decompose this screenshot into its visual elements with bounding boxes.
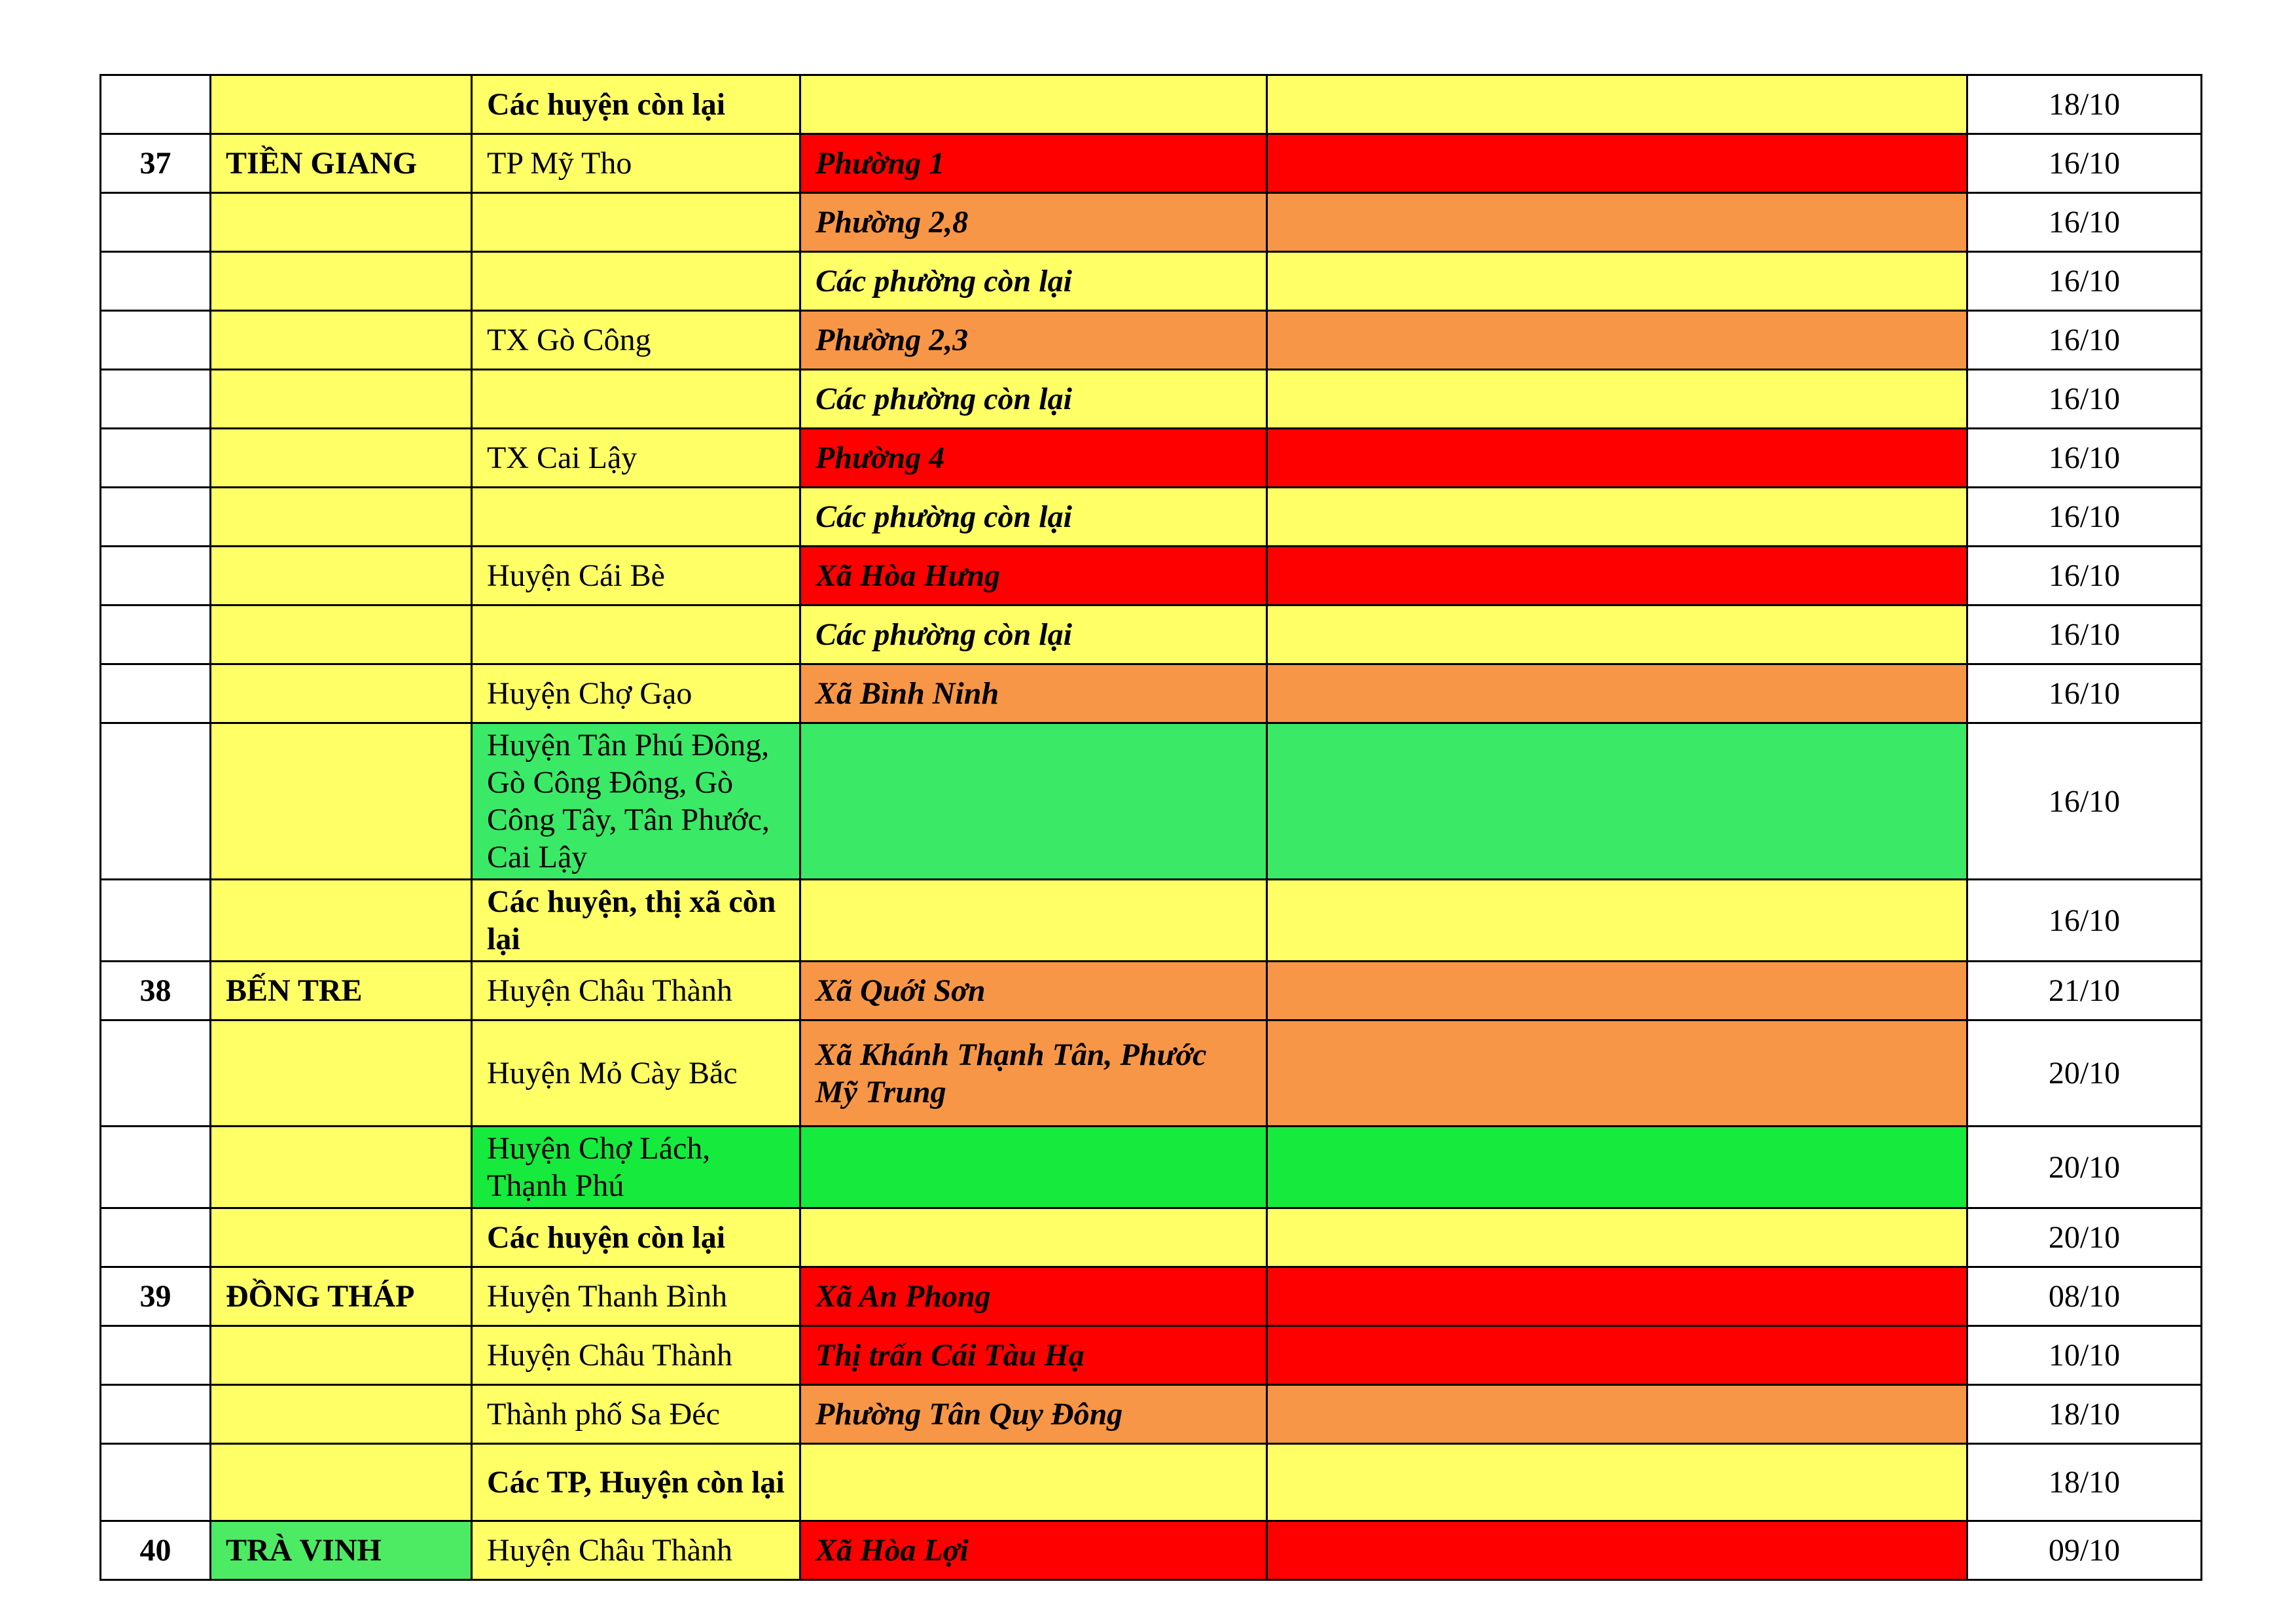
stt-cell: 38 xyxy=(101,962,211,1020)
date-cell: 16/10 xyxy=(1967,547,2202,605)
ward-cell xyxy=(800,1208,1267,1267)
level-cell xyxy=(1267,488,1967,547)
date-cell: 18/10 xyxy=(1967,75,2202,134)
level-cell xyxy=(1267,1020,1967,1127)
province-cell xyxy=(211,880,472,962)
stt-cell xyxy=(101,547,211,605)
province-cell: TRÀ VINH xyxy=(211,1521,472,1580)
ward-cell: Xã An Phong xyxy=(800,1267,1267,1326)
level-cell xyxy=(1267,252,1967,311)
district-cell: Huyện Chợ Gạo xyxy=(472,664,800,723)
province-cell xyxy=(211,488,472,547)
province-cell xyxy=(211,193,472,252)
level-cell xyxy=(1267,370,1967,429)
ward-cell xyxy=(800,723,1267,880)
district-cell: Huyện Châu Thành xyxy=(472,1521,800,1580)
date-cell: 16/10 xyxy=(1967,488,2202,547)
date-cell: 21/10 xyxy=(1967,962,2202,1020)
date-cell: 20/10 xyxy=(1967,1127,2202,1208)
district-cell xyxy=(472,605,800,664)
district-cell: Các huyện, thị xã còn lại xyxy=(472,880,800,962)
date-cell: 18/10 xyxy=(1967,1444,2202,1521)
province-cell xyxy=(211,252,472,311)
date-cell: 16/10 xyxy=(1967,880,2202,962)
ward-cell: Các phường còn lại xyxy=(800,370,1267,429)
table-row xyxy=(101,880,2202,962)
ward-cell: Phường Tân Quy Đông xyxy=(800,1385,1267,1444)
ward-cell: Thị trấn Cái Tàu Hạ xyxy=(800,1326,1267,1385)
province-cell xyxy=(211,1127,472,1208)
province-cell xyxy=(211,664,472,723)
province-cell xyxy=(211,1444,472,1521)
stt-cell xyxy=(101,311,211,370)
level-cell xyxy=(1267,1444,1967,1521)
stt-cell xyxy=(101,429,211,488)
province-cell xyxy=(211,429,472,488)
ward-cell: Xã Khánh Thạnh Tân, Phước Mỹ Trung xyxy=(800,1020,1267,1127)
table-row xyxy=(101,1020,2202,1127)
ward-cell: Các phường còn lại xyxy=(800,605,1267,664)
table-row xyxy=(101,75,2202,134)
stt-cell xyxy=(101,488,211,547)
ward-cell: Phường 4 xyxy=(800,429,1267,488)
stt-cell xyxy=(101,723,211,880)
ward-cell: Xã Quới Sơn xyxy=(800,962,1267,1020)
level-cell xyxy=(1267,1326,1967,1385)
stt-cell xyxy=(101,193,211,252)
level-cell xyxy=(1267,962,1967,1020)
district-cell: Huyện Mỏ Cày Bắc xyxy=(472,1020,800,1127)
stt-cell xyxy=(101,1208,211,1267)
table-row xyxy=(101,1127,2202,1208)
province-cell xyxy=(211,75,472,134)
stt-cell xyxy=(101,1326,211,1385)
stt-cell xyxy=(101,370,211,429)
province-cell xyxy=(211,1020,472,1127)
district-cell: Thành phố Sa Đéc xyxy=(472,1385,800,1444)
stt-cell xyxy=(101,252,211,311)
level-cell xyxy=(1267,134,1967,193)
district-cell: Các huyện còn lại xyxy=(472,75,800,134)
district-cell xyxy=(472,488,800,547)
ward-cell: Xã Hòa Hưng xyxy=(800,547,1267,605)
stt-cell xyxy=(101,880,211,962)
district-cell xyxy=(472,252,800,311)
level-cell xyxy=(1267,311,1967,370)
district-cell: Huyện Châu Thành xyxy=(472,962,800,1020)
table-row xyxy=(101,664,2202,723)
level-cell xyxy=(1267,664,1967,723)
district-cell: Các TP, Huyện còn lại xyxy=(472,1444,800,1521)
level-cell xyxy=(1267,880,1967,962)
district-cell: Huyện Châu Thành xyxy=(472,1326,800,1385)
date-cell: 20/10 xyxy=(1967,1208,2202,1267)
level-cell xyxy=(1267,723,1967,880)
province-cell xyxy=(211,1385,472,1444)
table-row xyxy=(101,1326,2202,1385)
ward-cell: Phường 2,3 xyxy=(800,311,1267,370)
zone-classification-table xyxy=(99,74,2202,1581)
ward-cell: Phường 2,8 xyxy=(800,193,1267,252)
district-cell: Huyện Tân Phú Đông, Gò Công Đông, Gò Công Tây, Tân Phước, Cai Lậy xyxy=(472,723,800,880)
district-cell: Huyện Thanh Bình xyxy=(472,1267,800,1326)
date-cell: 16/10 xyxy=(1967,605,2202,664)
level-cell xyxy=(1267,605,1967,664)
table-row xyxy=(101,429,2202,488)
province-cell xyxy=(211,370,472,429)
province-cell: ĐỒNG THÁP xyxy=(211,1267,472,1326)
stt-cell: 37 xyxy=(101,134,211,193)
stt-cell xyxy=(101,1444,211,1521)
ward-cell: Các phường còn lại xyxy=(800,252,1267,311)
province-cell xyxy=(211,547,472,605)
province-cell: TIỀN GIANG xyxy=(211,134,472,193)
ward-cell xyxy=(800,1444,1267,1521)
table-row xyxy=(101,488,2202,547)
stt-cell xyxy=(101,75,211,134)
province-cell xyxy=(211,1326,472,1385)
level-cell xyxy=(1267,1208,1967,1267)
table-row xyxy=(101,1385,2202,1444)
ward-cell: Các phường còn lại xyxy=(800,488,1267,547)
level-cell xyxy=(1267,1267,1967,1326)
district-cell: TX Cai Lậy xyxy=(472,429,800,488)
district-cell: TP Mỹ Tho xyxy=(472,134,800,193)
table-body xyxy=(101,75,2202,1580)
stt-cell: 39 xyxy=(101,1267,211,1326)
date-cell: 16/10 xyxy=(1967,664,2202,723)
district-cell: TX Gò Công xyxy=(472,311,800,370)
level-cell xyxy=(1267,193,1967,252)
table-row xyxy=(101,134,2202,193)
province-cell xyxy=(211,1208,472,1267)
table-row xyxy=(101,1208,2202,1267)
stt-cell: 40 xyxy=(101,1521,211,1580)
date-cell: 20/10 xyxy=(1967,1020,2202,1127)
level-cell xyxy=(1267,75,1967,134)
date-cell: 08/10 xyxy=(1967,1267,2202,1326)
level-cell xyxy=(1267,429,1967,488)
ward-cell xyxy=(800,880,1267,962)
district-cell: Huyện Chợ Lách, Thạnh Phú xyxy=(472,1127,800,1208)
province-cell xyxy=(211,311,472,370)
level-cell xyxy=(1267,1385,1967,1444)
district-cell: Huyện Cái Bè xyxy=(472,547,800,605)
district-cell xyxy=(472,193,800,252)
date-cell: 18/10 xyxy=(1967,1385,2202,1444)
table-row xyxy=(101,1267,2202,1326)
level-cell xyxy=(1267,547,1967,605)
district-cell: Các huyện còn lại xyxy=(472,1208,800,1267)
date-cell: 09/10 xyxy=(1967,1521,2202,1580)
district-cell xyxy=(472,370,800,429)
province-cell xyxy=(211,723,472,880)
stt-cell xyxy=(101,1385,211,1444)
ward-cell xyxy=(800,1127,1267,1208)
stt-cell xyxy=(101,664,211,723)
table-row xyxy=(101,962,2202,1020)
date-cell: 16/10 xyxy=(1967,252,2202,311)
stt-cell xyxy=(101,1020,211,1127)
date-cell: 16/10 xyxy=(1967,429,2202,488)
table-row xyxy=(101,605,2202,664)
table-row xyxy=(101,311,2202,370)
ward-cell xyxy=(800,75,1267,134)
level-cell xyxy=(1267,1521,1967,1580)
table-row xyxy=(101,1444,2202,1521)
date-cell: 16/10 xyxy=(1967,134,2202,193)
province-cell xyxy=(211,605,472,664)
table-row xyxy=(101,193,2202,252)
ward-cell: Xã Hòa Lợi xyxy=(800,1521,1267,1580)
date-cell: 16/10 xyxy=(1967,193,2202,252)
province-cell: BẾN TRE xyxy=(211,962,472,1020)
stt-cell xyxy=(101,1127,211,1208)
table-row xyxy=(101,547,2202,605)
date-cell: 16/10 xyxy=(1967,723,2202,880)
date-cell: 10/10 xyxy=(1967,1326,2202,1385)
date-cell: 16/10 xyxy=(1967,311,2202,370)
ward-cell: Xã Bình Ninh xyxy=(800,664,1267,723)
date-cell: 16/10 xyxy=(1967,370,2202,429)
level-cell xyxy=(1267,1127,1967,1208)
stt-cell xyxy=(101,605,211,664)
table-row xyxy=(101,723,2202,880)
ward-cell: Phường 1 xyxy=(800,134,1267,193)
table-row xyxy=(101,370,2202,429)
table-row xyxy=(101,1521,2202,1580)
table-row xyxy=(101,252,2202,311)
